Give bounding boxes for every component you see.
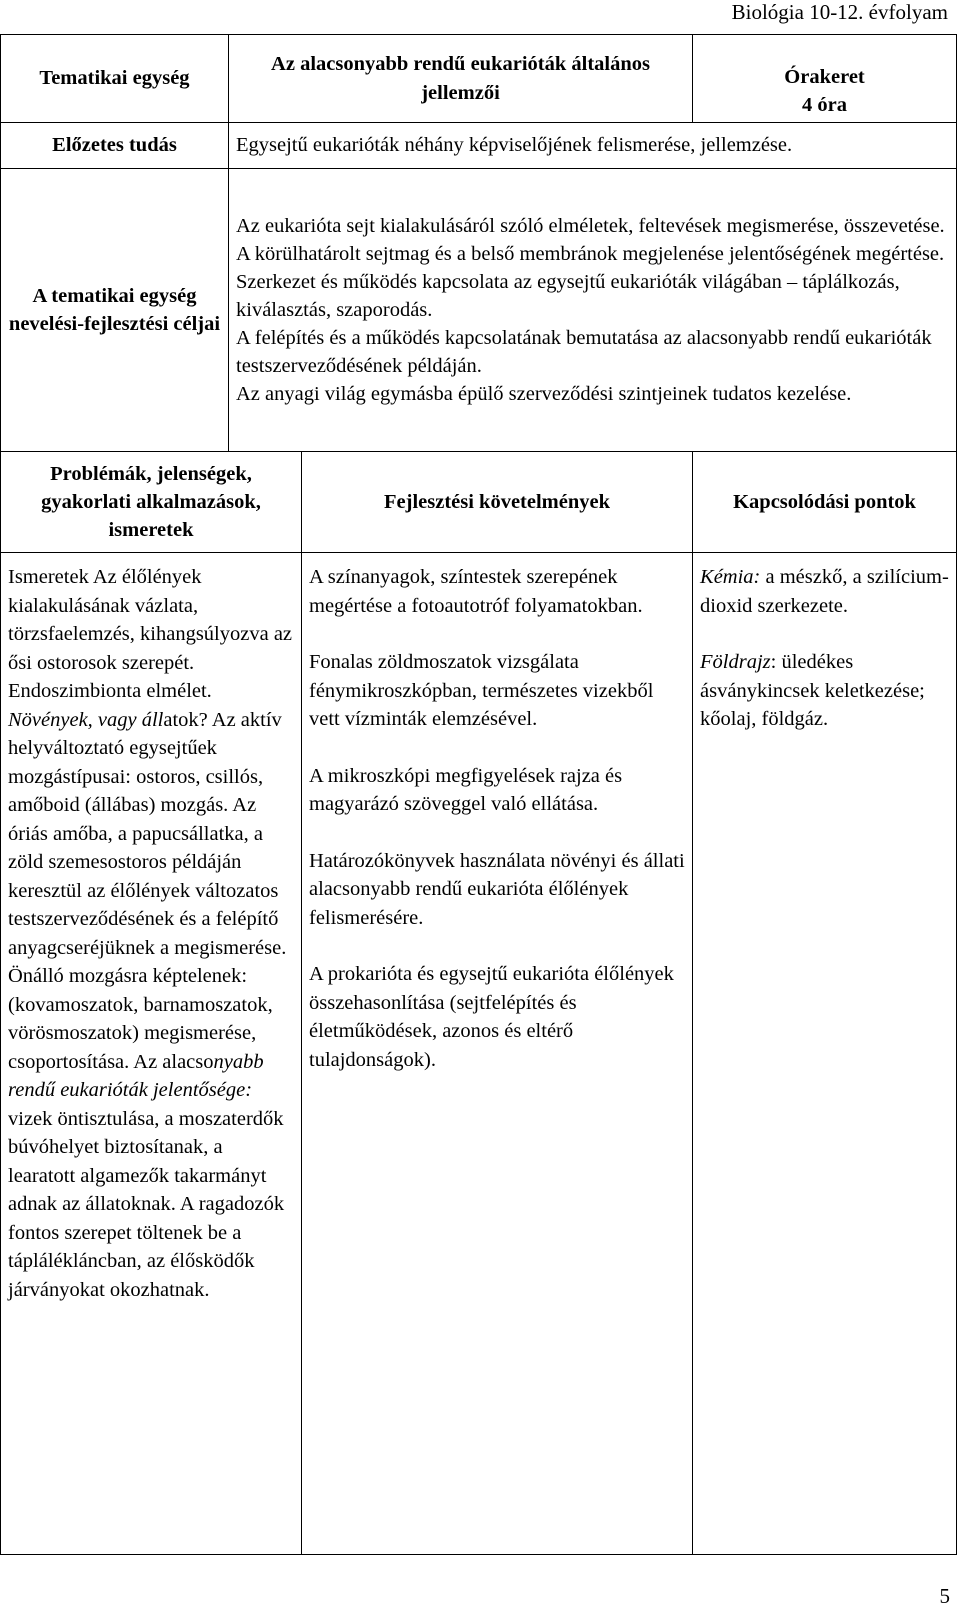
unit-title: Az alacsonyabb rendű eukarióták általános jellemzői bbox=[229, 35, 693, 123]
requirement-item: Határozókönyvek használata növényi és állati alacsonyabb rendű eukarióta élőlények felismerésére. bbox=[309, 849, 685, 929]
row-unit bbox=[1, 35, 957, 123]
hours-cell bbox=[693, 35, 957, 123]
requirement-item: Fonalas zöldmoszatok vizsgálata fénymikroszkópban, természetes vizekből vett vízminták elemzésével. bbox=[309, 651, 654, 730]
label-goals: A tematikai egység nevelési-fejlesztési céljai bbox=[1, 169, 229, 452]
connection-subject: Kémia: bbox=[700, 566, 761, 588]
page-number: 5 bbox=[939, 1584, 950, 1608]
goal-item: Az eukarióta sejt kialakulásáról szóló elméletek, feltevések megismerése, összevetése. bbox=[236, 215, 945, 237]
connection-item bbox=[700, 563, 949, 620]
connection-text: a mészkő, a szilícium-dioxid szerkezete. bbox=[700, 566, 949, 617]
requirement-item: A színanyagok, színtestek szerepének megértése a fotoautotróf folyamatokban. bbox=[309, 566, 643, 617]
goal-item: Szerkezet és működés kapcsolata az egysejtű eukarióták világában – táplálkozás, kiválasztás, szaporodás. bbox=[236, 271, 900, 321]
goal-item: Az anyagi világ egymásba épülő szerveződési szintjeinek tudatos kezelése. bbox=[236, 383, 852, 405]
page-header: Biológia 10-12. évfolyam bbox=[731, 0, 948, 24]
knowledge-italic-significance: nyabb rendű eukarióták jelentősége: bbox=[8, 1050, 264, 1101]
row-goals bbox=[1, 169, 957, 452]
connection-subject: Földrajz bbox=[700, 651, 771, 673]
header-problems: Problémák, jelenségek, gyakorlati alkalmazások, ismeretek bbox=[1, 452, 302, 553]
knowledge-italic-question: Növények, vagy áll bbox=[8, 708, 164, 731]
label-unit: Tematikai egység bbox=[1, 35, 229, 123]
connections-cell bbox=[693, 553, 957, 1555]
prior-knowledge-text: Egysejtű eukarióták néhány képviselőjének felismerése, jellemzése. bbox=[229, 123, 957, 169]
knowledge-text: atok? Az aktív helyváltoztató egysejtűek mozgástípusai: ostoros, csillós, amőboid (állábas) mozgás. Az óriás amőba, a papucsállatka, a zöld szemesostoros példáján keresztül az élőlények változatos testszerveződésének és a felépítő anyagcseréjüknek a megismerése. Önálló mozgásra képtelenek: (kovamoszatok, barnamoszatok, vörösmoszatok) megismerése, csoportosítása. Az alacso bbox=[8, 708, 287, 1073]
requirement-item: A prokarióta és egysejtű eukarióta élőlények összehasonlítása (sejtfelépítés és életműködések, azonos és eltérő tulajdonságok). bbox=[309, 963, 674, 1071]
requirement-item: A mikroszkópi megfigyelések rajza és magyarázó szöveggel való ellátása. bbox=[309, 764, 623, 815]
knowledge-text: Ismeretek Az élőlények kialakulásának vázlata, törzsfaelemzés, kihangsúlyozva az ősi ostorosok szerepét. Endoszimbionta elmélet. bbox=[8, 566, 293, 702]
goals-cell bbox=[229, 169, 957, 452]
header-requirements: Fejlesztési követelmények bbox=[302, 452, 693, 553]
curriculum-table bbox=[0, 34, 957, 1555]
hours-label: Órakeret bbox=[784, 66, 865, 88]
header-connections: Kapcsolódási pontok bbox=[693, 452, 957, 553]
row-prior-knowledge bbox=[1, 123, 957, 169]
row-content bbox=[1, 553, 957, 1555]
knowledge-cell bbox=[1, 553, 302, 1555]
goal-item: A felépítés és a működés kapcsolatának bemutatása az alacsonyabb rendű eukarióták testszerveződésének példáján. bbox=[236, 327, 932, 377]
row-column-headers bbox=[1, 452, 957, 553]
connection-text: : üledékes ásványkincsek keletkezése; kőolaj, földgáz. bbox=[700, 651, 925, 730]
requirements-cell bbox=[302, 553, 693, 1555]
label-prior-knowledge: Előzetes tudás bbox=[1, 123, 229, 169]
hours-value: 4 óra bbox=[802, 94, 848, 116]
connection-item bbox=[700, 648, 949, 734]
goal-item: A körülhatárolt sejtmag és a belső membránok megjelenése jelentőségének megértése. bbox=[236, 243, 945, 265]
knowledge-text: vizek öntisztulása, a moszaterdők búvóhelyet biztosítanak, a learatott algamezők takarmányt adnak az állatoknak. A ragadozók fontos szerepet töltenek be a táplálékláncban, az élősködők járványokat okozhatnak. bbox=[8, 1107, 285, 1301]
